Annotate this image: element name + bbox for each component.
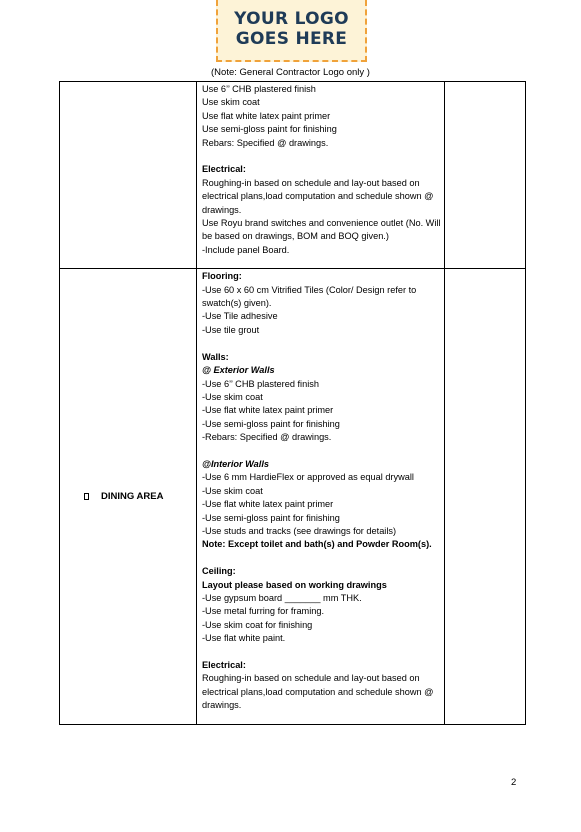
spec-line: -Use flat white paint. <box>202 633 286 644</box>
spec-line: Use semi-gloss paint for finishing <box>202 124 337 135</box>
spec-line: -Use tile grout <box>202 324 260 335</box>
spec-line: -Use 6 mm HardieFlex or approved as equal drywall <box>202 472 414 483</box>
area-label: DINING AREA <box>101 490 164 502</box>
spec-line: -Use 60 x 60 cm Vitrified Tiles (Color/ Design refer to swatch(s) given). <box>202 284 417 309</box>
spec-line <box>202 150 441 163</box>
spec-line: @Interior Walls <box>202 458 269 469</box>
spec-line: Electrical: <box>202 659 246 670</box>
spec-line: Note: Except toilet and bath(s) and Powder Room(s). <box>202 539 432 550</box>
checkbox-icon <box>84 493 89 500</box>
spec-line: Roughing-in based on schedule and lay-out based on electrical plans,load computation and schedule shown @ drawings. <box>202 177 434 215</box>
spec-line: Walls: <box>202 351 229 362</box>
spec-line: -Use metal furring for framing. <box>202 606 325 617</box>
page-number: 2 <box>511 777 517 788</box>
table-row <box>60 269 526 724</box>
spec-line: Use 6’’ CHB plastered finish <box>202 84 316 94</box>
spec-line: -Use Tile adhesive <box>202 311 278 322</box>
remarks-cell <box>445 82 526 269</box>
spec-line: -Include panel Board. <box>202 244 290 255</box>
spec-line: Flooring: <box>202 271 242 282</box>
spec-line: -Use skim coat <box>202 391 263 402</box>
logo-text-line-1: YOUR LOGO <box>234 9 349 29</box>
logo-note: (Note: General Contractor Logo only ) <box>211 67 370 78</box>
logo-text-line-2: GOES HERE <box>235 29 348 49</box>
spec-line <box>202 445 441 458</box>
remarks-cell <box>445 269 526 724</box>
spec-line: Use Royu brand switches and convenience outlet (No. Will be based on drawings, BOM and BOQ given.) <box>202 218 441 242</box>
spec-line: Electrical: <box>202 164 246 175</box>
specification-table <box>59 81 526 725</box>
area-cell <box>60 82 197 269</box>
spec-line: -Use semi-gloss paint for finishing <box>202 512 340 523</box>
specification-cell <box>197 82 445 269</box>
spec-line: -Use flat white latex paint primer <box>202 405 334 416</box>
spec-line <box>202 337 441 350</box>
spec-line: @ Exterior Walls <box>202 365 275 376</box>
spec-line: Roughing-in based on schedule and lay-out based on electrical plans,load computation and schedule shown @ drawings. <box>202 673 434 711</box>
spec-line <box>202 552 441 565</box>
spec-line <box>202 646 441 659</box>
spec-line: Use skim coat <box>202 97 260 108</box>
spec-line: -Use 6’’ CHB plastered finish <box>202 378 319 389</box>
spec-line: -Use semi-gloss paint for finishing <box>202 418 340 429</box>
logo-placeholder <box>216 0 367 62</box>
spec-line: -Use skim coat for finishing <box>202 619 313 630</box>
spec-line: Layout please based on working drawings <box>202 579 387 590</box>
spec-line: -Rebars: Specified @ drawings. <box>202 432 332 443</box>
spec-line: -Use gypsum board _______ mm THK. <box>202 592 362 603</box>
spec-line: Ceiling: <box>202 566 236 577</box>
table-row <box>60 82 526 269</box>
spec-line: Rebars: Specified @ drawings. <box>202 137 329 148</box>
spec-line: -Use flat white latex paint primer <box>202 499 334 510</box>
specification-cell <box>197 269 445 724</box>
spec-line: Use flat white latex paint primer <box>202 110 331 121</box>
spec-line: -Use skim coat <box>202 485 263 496</box>
spec-line: -Use studs and tracks (see drawings for details) <box>202 525 397 536</box>
area-cell <box>60 269 197 724</box>
